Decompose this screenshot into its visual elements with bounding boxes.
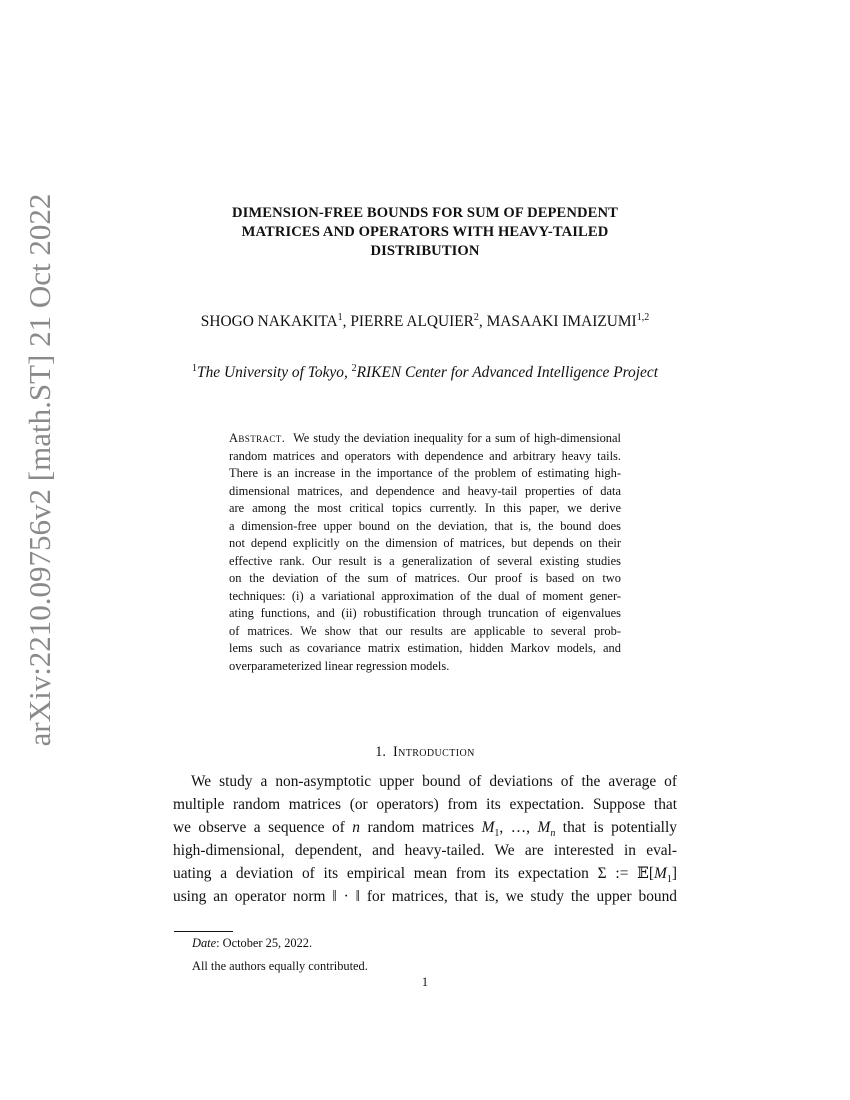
math-m: M — [537, 819, 551, 836]
abstract-line: There is an increase in the importance of the problem of estimating high- — [229, 466, 621, 480]
author-name: MASAAKI IMAIZUMI — [486, 313, 637, 330]
body-line: We study a non-asymptotic upper bound of deviations of the average of — [191, 773, 677, 790]
abstract-line: not depend explicitly on the dimension of matrices, but depends on their — [229, 536, 621, 550]
affiliation-list — [0, 364, 850, 382]
math-subscript: 1 — [494, 828, 500, 840]
abstract-line: are among the most critical topics currently. In this paper, we derive — [229, 501, 621, 515]
affiliation-mark: 1 — [192, 363, 198, 374]
author-list — [0, 313, 850, 331]
body-line: multiple random matrices (or operators) from its expectation. Suppose that — [173, 796, 677, 813]
footnote-date — [192, 936, 312, 951]
abstract-line: ating functions, and (ii) robustification through truncation of eigenvalues — [229, 606, 621, 620]
author-separator: , — [478, 313, 487, 330]
math-subscript — [550, 828, 555, 839]
arxiv-stamp-text: arXiv:2210.09756v2 [math.ST] 21 Oct 2022 — [22, 193, 57, 747]
abstract-line: of matrices. We show that our results are applicable to several prob- — [229, 623, 621, 638]
body-text: we observe a sequence of — [173, 819, 345, 836]
abstract-line: a dimension-free upper bound on the deviation, that is, the bound does — [229, 518, 621, 533]
title-line: DIMENSION-FREE BOUNDS FOR SUM OF DEPENDENT — [232, 205, 618, 221]
author-name: PIERRE ALQUIER — [350, 313, 474, 330]
affiliation-mark: 2 — [351, 363, 357, 374]
abstract-line: dimensional matrices, and dependence and heavy-tail properties of data — [229, 483, 621, 498]
math-m: M — [654, 865, 667, 882]
footnote-date-label: Date — [192, 936, 217, 950]
affiliation-name: The University of Tokyo — [197, 364, 344, 381]
affiliation-name: RIKEN Center for Advanced Intelligence Project — [356, 364, 658, 381]
title-line: MATRICES AND OPERATORS WITH HEAVY-TAILED — [241, 224, 609, 240]
section-heading-introduction — [0, 744, 850, 761]
title-line: DISTRIBUTION — [370, 243, 480, 259]
abstract-line — [229, 430, 621, 448]
page-number: 1 — [421, 975, 429, 989]
body-line — [173, 816, 677, 839]
paper-title — [170, 204, 680, 261]
body-text: random matrices — [367, 819, 475, 836]
math-m: M — [481, 819, 495, 836]
section-number: 1. — [375, 744, 386, 760]
body-line: high-dimensional, dependent, and heavy-tailed. We are interested in eval- — [173, 842, 677, 859]
footnote-date-value: : October 25, 2022. — [216, 936, 313, 950]
footnote-contribution: All the authors equally contributed. — [192, 959, 368, 973]
author-separator: , — [342, 313, 351, 330]
math-n: n — [352, 819, 360, 836]
section-title: Introduction — [392, 744, 475, 760]
body-line — [173, 862, 677, 885]
footnote-rule — [174, 931, 233, 932]
body-line: using an operator norm ‖ · ‖ for matrices, that is, we study the upper bound — [173, 888, 677, 905]
author-mark: 1 — [337, 312, 343, 323]
abstract-label: Abstract. — [229, 431, 286, 445]
abstract-line: lems such as covariance matrix estimation, hidden Markov models, and — [229, 641, 621, 655]
author-mark: 2 — [473, 312, 479, 323]
abstract-line: random matrices and operators with dependence and arbitrary heavy tails. — [229, 448, 621, 463]
author-mark: 1,2 — [636, 312, 650, 323]
abstract-line: on the deviation of the sum of matrices. Our proof is based on two — [229, 571, 621, 585]
abstract-block — [229, 430, 621, 675]
abstract-line: effective rank. Our result is a generalization of several existing studies — [229, 553, 621, 568]
body-text: that is potentially — [562, 819, 677, 836]
author-name: SHOGO NAKAKITA — [200, 313, 338, 330]
math-subscript: 1 — [666, 874, 672, 886]
body-text: uating a deviation of its empirical mean from its expectation Σ := 𝔼[ — [173, 865, 655, 882]
affiliation-separator: , — [343, 364, 352, 381]
abstract-line: overparameterized linear regression models. — [229, 658, 450, 673]
abstract-line: techniques: (i) a variational approximation of the dual of moment gener- — [229, 588, 621, 603]
body-text: ] — [671, 865, 677, 882]
abstract-line-text: We study the deviation inequality for a sum of high-dimensional — [293, 431, 621, 445]
introduction-body — [173, 770, 677, 908]
body-text: , …, — [499, 819, 530, 836]
math-subscript-n: n — [550, 828, 556, 840]
